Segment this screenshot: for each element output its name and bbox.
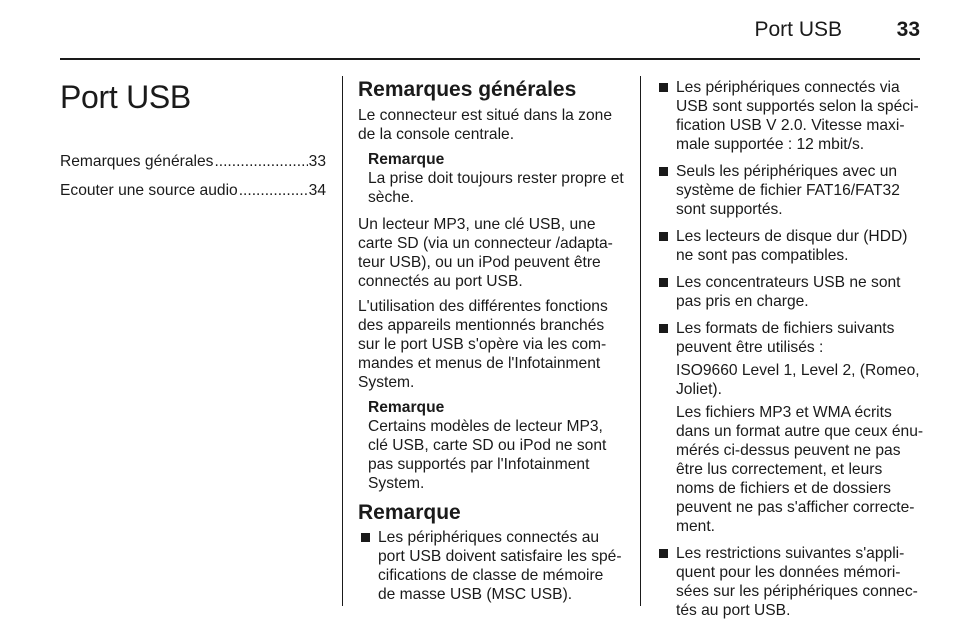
section-title: Remarque — [358, 501, 461, 524]
bullet-item: Les restrictions suivantes s'appli-quent pour les données mémori-sées sur les périphériques connec-tés au port USB. — [656, 544, 924, 620]
column-1 — [60, 78, 326, 210]
column-2 — [358, 78, 624, 612]
section-title: Remarques générales — [358, 78, 577, 101]
bullet-item: Seuls les périphériques avec un système de fichier FAT16/FAT32 sont supportés. — [656, 162, 924, 219]
note-text: Certains modèles de lecteur MP3, clé USB, carte SD ou iPod ne sont pas supportés par l'Infotainment System. — [368, 418, 607, 492]
column-3 — [656, 78, 924, 628]
paragraph: Le connecteur est situé dans la zone de la console centrale. — [358, 107, 612, 143]
running-title: Port USB — [754, 18, 842, 41]
note-text: La prise doit toujours rester propre et sèche. — [368, 170, 624, 206]
toc-entry-label: Ecouter une source audio — [60, 182, 238, 199]
toc-dot-leader — [239, 181, 308, 200]
toc-entry-page: 34 — [308, 182, 326, 199]
bullet-item: Les lecteurs de disque dur (HDD) ne sont pas compatibles. — [656, 227, 924, 265]
toc-entry[interactable] — [60, 181, 326, 200]
note-title: Remarque — [368, 151, 445, 168]
header-rule — [60, 58, 920, 60]
bullet-subtext: Les fichiers MP3 et WMA écrits dans un format autre que ceux énu-mérés ci-dessus peuvent ne pas être lus correctement, et leurs noms de fichiers et de dossiers peuvent ne pas s'afficher correcte-ment. — [676, 404, 924, 535]
bullet-item: Les périphériques connectés via USB sont supportés selon la spéci-fication USB V 2.0. Vitesse maxi-male supportée : 12 mbit/s. — [656, 78, 924, 154]
toc-entry[interactable] — [60, 152, 326, 171]
note-block — [358, 398, 624, 493]
column-divider-2 — [640, 76, 641, 606]
toc-dot-leader — [214, 152, 307, 171]
bullet-subtext: ISO9660 Level 1, Level 2, (Romeo, Joliet). — [676, 362, 920, 398]
bullet-item: Les concentrateurs USB ne sont pas pris en charge. — [656, 273, 924, 311]
toc-entry-page: 33 — [308, 153, 326, 170]
bullet-item — [656, 319, 924, 536]
toc-entry-label: Remarques générales — [60, 153, 214, 170]
paragraph: Un lecteur MP3, une clé USB, une carte SD (via un connecteur /adapta-teur USB), ou un iPod peuvent être connectés au port USB. — [358, 216, 613, 290]
note-block — [358, 150, 624, 207]
page-header — [0, 0, 960, 62]
bullet-text: Les formats de fichiers suivants peuvent être utilisés : — [676, 320, 895, 356]
paragraph: L'utilisation des différentes fonctions des appareils mentionnés branchés sur le port USB s'opère via les com-mandes et menus de l'Infotainment System. — [358, 298, 608, 391]
note-title: Remarque — [368, 399, 445, 416]
column-divider-1 — [342, 76, 343, 606]
bullet-item: Les périphériques connectés au port USB doivent satisfaire les spé-cifications de classe de mémoire de masse USB (MSC USB). — [358, 528, 624, 604]
page-number: 33 — [896, 18, 920, 41]
chapter-title: Port USB — [60, 79, 191, 115]
